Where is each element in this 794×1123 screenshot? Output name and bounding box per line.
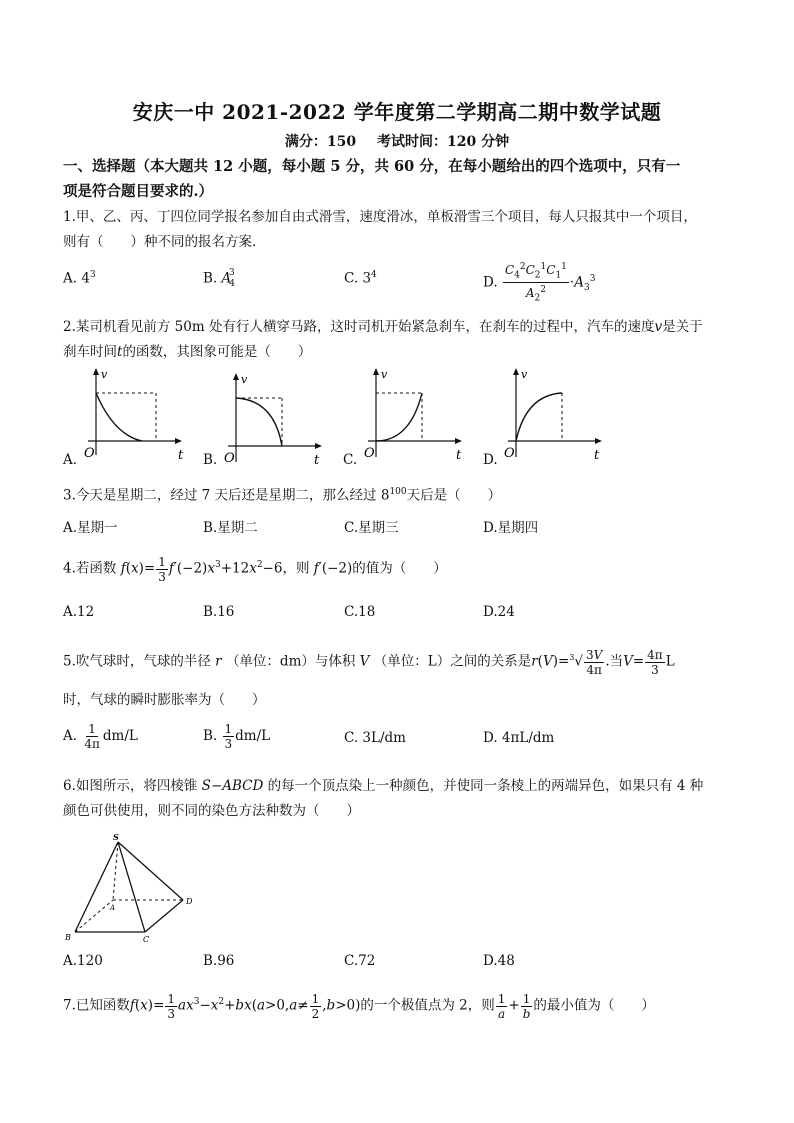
svg-text:t: t bbox=[456, 448, 462, 463]
option-b[interactable]: B.96 bbox=[203, 953, 235, 969]
graph-d[interactable] bbox=[490, 365, 610, 465]
option-d[interactable]: D.48 bbox=[483, 953, 515, 969]
svg-text:v: v bbox=[101, 368, 108, 381]
graph-c-label: C. bbox=[343, 452, 358, 468]
option-c[interactable]: C. $3^4$ bbox=[344, 270, 377, 287]
svg-text:O: O bbox=[504, 446, 515, 461]
page-title: 安庆一中 2021-2022 学年度第二学期高二期中数学试题 bbox=[132, 100, 662, 124]
exam-time: 考试时间：120 分钟 bbox=[377, 134, 510, 150]
option-a[interactable]: A. $\frac{1}{4\pi}$ dm/L bbox=[63, 722, 138, 751]
question-6-options bbox=[63, 953, 743, 983]
option-a[interactable]: A.120 bbox=[63, 953, 103, 969]
pyramid-figure bbox=[63, 830, 203, 945]
svg-text:v: v bbox=[521, 368, 528, 381]
option-b[interactable]: B. $\frac{1}{3}$ dm/L bbox=[203, 722, 271, 751]
svg-text:O: O bbox=[364, 446, 375, 461]
graph-a-label: A. bbox=[63, 452, 78, 468]
option-d[interactable]: D.星期四 bbox=[483, 520, 539, 536]
graph-a[interactable] bbox=[70, 365, 190, 465]
svg-text:t: t bbox=[594, 448, 600, 463]
svg-text:t: t bbox=[314, 453, 320, 468]
question-4-options bbox=[63, 604, 743, 634]
graph-c[interactable] bbox=[350, 365, 470, 465]
question-3: 3.今天是星期二，经过 7 天后还是星期二，那么经过 $8^{100}$天后是（ ） bbox=[63, 487, 502, 504]
svg-text:A: A bbox=[110, 904, 116, 912]
svg-text:v: v bbox=[241, 373, 248, 386]
option-c[interactable]: C.18 bbox=[344, 604, 376, 620]
svg-text:S: S bbox=[113, 832, 119, 842]
question-5-options bbox=[63, 722, 743, 760]
option-c[interactable]: C.72 bbox=[344, 953, 376, 969]
graph-b[interactable] bbox=[210, 370, 330, 470]
svg-text:v: v bbox=[381, 368, 388, 381]
svg-text:C: C bbox=[143, 935, 150, 944]
question-7: 7.已知函数f(x)= $\frac{1}{3}$ $ax^3-x^2+bx(a>0,a\ne$ $\frac{1}{2}$ ,b>0)的一个极值点为 2，则 $\frac{1}{a}$ + $\frac{1}{b}$ 的最小值为（ ） bbox=[63, 991, 655, 1021]
svg-text:O: O bbox=[224, 451, 235, 466]
option-d[interactable]: D. $\frac{C_4^2C_2^1C_1^1}{A_2^2}$ $\cdot A_3^3$ bbox=[483, 262, 596, 304]
option-c[interactable]: C. 3L/dm bbox=[344, 730, 406, 746]
svg-text:t: t bbox=[178, 448, 184, 463]
question-1-options bbox=[63, 262, 743, 304]
graph-d-label: D. bbox=[483, 452, 498, 468]
option-b[interactable]: B.星期二 bbox=[203, 520, 258, 536]
full-score: 满分：150 bbox=[284, 134, 357, 150]
option-a[interactable]: A.星期一 bbox=[63, 520, 118, 536]
question-2: 2.某司机看见前方 50m 处有行人横穿马路，这时司机开始紧急刹车，在刹车的过程中，汽车的速度v是关于 刹车时间t的函数，其图象可能是（ ） bbox=[63, 319, 703, 360]
graph-b-label: B. bbox=[203, 452, 218, 468]
question-6: 6.如图所示，将四棱锥 S−ABCD 的每一个顶点染上一种颜色，并使同一条棱上的两端异色，如果只有 4 种 颜色可供使用，则不同的染色方法种数为（ ） bbox=[63, 778, 704, 819]
question-5: 5.吹气球时，气球的半径 r （单位：dm）与体积 V （单位：L）之间的关系是r(V)=$^3$√ $\frac{3V}{4\pi}$ .当V= $\frac{4\pi}{3}$ L bbox=[63, 647, 675, 677]
section-heading: 一、选择题（本大题共 12 小题，每小题 5 分，共 60 分，在每小题给出的四个选项中，只有一 项是符合题目要求的.） bbox=[63, 158, 681, 200]
option-d[interactable]: D. 4πL/dm bbox=[483, 730, 555, 746]
option-b[interactable]: B. $A_4^3$ bbox=[203, 268, 235, 290]
svg-text:O: O bbox=[84, 446, 95, 461]
question-4: 4.若函数 f(x)= $\frac{1}{3}$ $f'(-2)x^3+12x^2-6$，则 f′(−2)的值为（ ） bbox=[63, 554, 447, 584]
question-5-line2: 时，气球的瞬时膨胀率为（ ） bbox=[63, 692, 266, 708]
option-d[interactable]: D.24 bbox=[483, 604, 515, 620]
option-c[interactable]: C.星期三 bbox=[344, 520, 399, 536]
option-b[interactable]: B.16 bbox=[203, 604, 235, 620]
exam-info bbox=[0, 131, 794, 151]
svg-text:D: D bbox=[186, 897, 193, 906]
question-1: 1.甲、乙、丙、丁四位同学报名参加自由式滑雪，速度滑冰，单板滑雪三个项目，每人只报其中一个项目， 则有（ ）种不同的报名方案. bbox=[63, 209, 697, 250]
svg-text:B: B bbox=[65, 933, 71, 942]
question-3-options bbox=[63, 516, 743, 546]
option-a[interactable]: A.12 bbox=[63, 604, 95, 620]
option-a[interactable]: A. $4^3$ bbox=[63, 270, 96, 287]
